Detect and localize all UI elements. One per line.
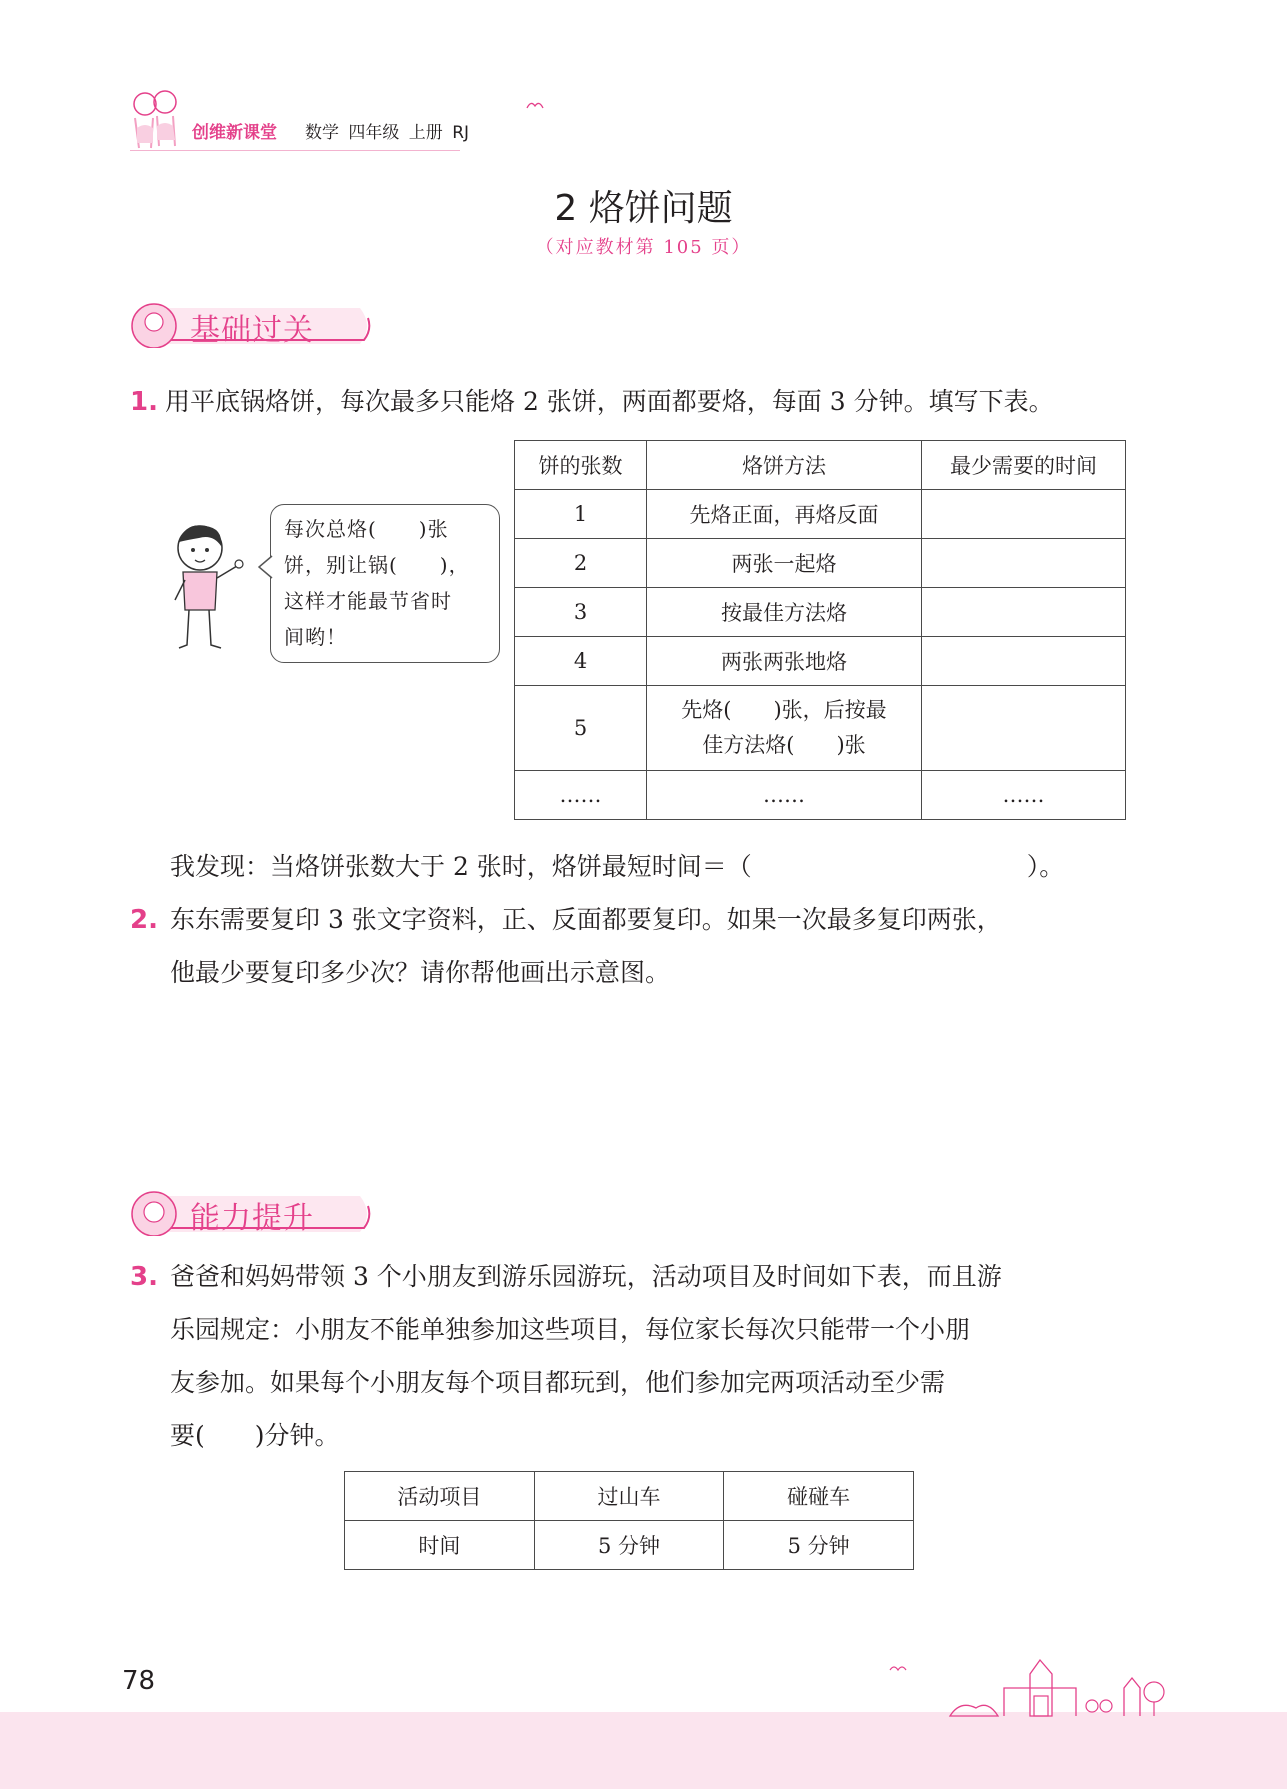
- book-info: 数学 四年级 上册 RJ: [305, 123, 470, 143]
- table-cell: 5 分钟: [724, 1521, 914, 1570]
- table-row: [515, 539, 1126, 588]
- table-header: 饼的张数: [515, 441, 647, 490]
- answer-cell[interactable]: [922, 686, 1126, 771]
- table-header: 碰碰车: [724, 1472, 914, 1521]
- table-cell: 先烙正面，再烙反面: [647, 490, 922, 539]
- question-1-number: 1.: [130, 387, 158, 417]
- table-cell: 3: [515, 588, 647, 637]
- question-2-number: 2.: [130, 905, 158, 935]
- table-row: [515, 588, 1126, 637]
- castle-decoration-icon: [880, 1650, 1170, 1718]
- table-cell: 1: [515, 490, 647, 539]
- table-cell: 5 分钟: [534, 1521, 724, 1570]
- answer-cell[interactable]: [922, 588, 1126, 637]
- question-3-line: 爸爸和妈妈带领 3 个小朋友到游乐园游玩，活动项目及时间如下表，而且游: [170, 1262, 1002, 1291]
- table-cell-line: 先烙( )张，后按最: [681, 698, 887, 722]
- boy-illustration-icon: [165, 520, 265, 655]
- section-banner-advanced: [128, 1188, 374, 1236]
- table-cell: 时间: [345, 1521, 535, 1570]
- speech-bubble-tail: [258, 555, 274, 579]
- table-cell: 4: [515, 637, 647, 686]
- page-title: 2 烙饼问题: [554, 188, 733, 229]
- table-cell: 两张一起烙: [647, 539, 922, 588]
- finding-text: 我发现：当烙饼张数大于 2 张时，烙饼最短时间＝（ ）。: [170, 852, 1065, 881]
- page-number: 78: [122, 1666, 156, 1696]
- question-3-number: 3.: [130, 1262, 158, 1292]
- section-banner-basic: [128, 300, 374, 348]
- bubble-line: 每次总烙( )张: [284, 517, 449, 541]
- table-cell: 按最佳方法烙: [647, 588, 922, 637]
- table-row: [515, 771, 1126, 820]
- flower-icon: [525, 98, 545, 114]
- kids-logo-icon: [125, 88, 187, 156]
- bubble-line: 这样才能最节省时: [284, 589, 452, 613]
- table-cell: 两张两张地烙: [647, 637, 922, 686]
- question-2-text: [170, 893, 1170, 999]
- table-header: 烙饼方法: [647, 441, 922, 490]
- footer-band: [0, 1712, 1287, 1789]
- table-cell-line: 佳方法烙( )张: [702, 733, 866, 757]
- table-cell: ……: [515, 771, 647, 820]
- answer-cell[interactable]: [922, 490, 1126, 539]
- table-cell: 2: [515, 539, 647, 588]
- answer-cell[interactable]: [922, 637, 1126, 686]
- table-cell: 5: [515, 686, 647, 771]
- question-2-line: 东东需要复印 3 张文字资料，正、反面都要复印。如果一次最多复印两张，: [170, 905, 1002, 934]
- bubble-line: 饼，别让锅( )，: [284, 553, 470, 577]
- table-row: [515, 686, 1126, 771]
- question-1-text: 用平底锅烙饼，每次最多只能烙 2 张饼，两面都要烙，每面 3 分钟。填写下表。: [165, 387, 1054, 416]
- activity-table: [344, 1471, 914, 1570]
- table-row: [515, 490, 1126, 539]
- table-cell-multiline: [647, 686, 922, 771]
- header-divider: [130, 150, 460, 151]
- textbook-reference: （对应教材第 105 页）: [535, 237, 752, 258]
- section-title-basic: 基础过关: [190, 313, 314, 348]
- brand-name: 创维新课堂: [192, 123, 277, 143]
- table-row: [345, 1521, 914, 1570]
- table-cell: ……: [647, 771, 922, 820]
- table-header: 过山车: [534, 1472, 724, 1521]
- answer-cell[interactable]: [922, 539, 1126, 588]
- table-cell: ……: [922, 771, 1126, 820]
- pancake-table: [514, 440, 1126, 820]
- question-3-line: 友参加。如果每个小朋友每个项目都玩到，他们参加完两项活动至少需: [170, 1368, 946, 1397]
- table-header: 活动项目: [345, 1472, 535, 1521]
- bubble-line: 间哟！: [284, 625, 347, 649]
- table-header-row: [515, 441, 1126, 490]
- question-3-text: [170, 1250, 1170, 1462]
- table-header: 最少需要的时间: [922, 441, 1126, 490]
- speech-bubble-text: [284, 511, 494, 655]
- question-3-line: 要( )分钟。: [170, 1421, 340, 1450]
- question-2-line: 他最少要复印多少次？请你帮他画出示意图。: [170, 958, 671, 987]
- question-3-line: 乐园规定：小朋友不能单独参加这些项目，每位家长每次只能带一个小朋: [170, 1315, 971, 1344]
- section-title-advanced: 能力提升: [190, 1201, 314, 1236]
- table-header-row: [345, 1472, 914, 1521]
- table-row: [515, 637, 1126, 686]
